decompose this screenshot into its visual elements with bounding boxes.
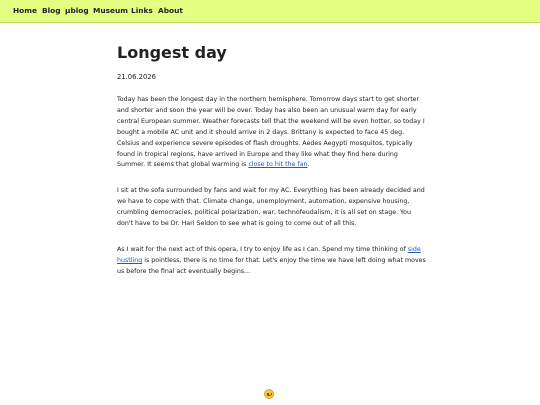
post-paragraph-1 — [117, 95, 427, 171]
close-to-hit-the-fan-link[interactable]: close to hit the fan — [248, 161, 308, 169]
nav-about-link[interactable]: About — [158, 6, 183, 15]
post-content — [117, 40, 427, 278]
post-paragraph-2 — [117, 186, 427, 230]
nav-blog-link[interactable]: Blog — [42, 6, 61, 15]
side-hustling-link[interactable]: side hustling — [117, 245, 421, 264]
smiley-icon — [264, 389, 274, 399]
post-date: 21.06.2026 — [117, 73, 156, 81]
paragraph-1-end: . — [307, 161, 310, 169]
nav-ublog-link[interactable]: µblog — [65, 6, 89, 15]
paragraph-3-text: As I wait for the next act of this opera, I try to enjoy life as I can. Spend my time thinking of — [117, 245, 408, 253]
paragraph-2-text: I sit at the sofa surrounded by fans and wait for my AC. Everything has been already decided and we have to cope with that. Climate change, unemployment, automation, expensive housing, crumbling democracies, political polarization, war, technofeudalism, it is all set on stage. You don't have to be Dr. Hari Seldon to see what is going to come out of all this. — [117, 187, 425, 228]
nav-museum-link[interactable]: Museum — [93, 6, 128, 15]
smiley-mouth — [267, 394, 271, 396]
paragraph-1-text: Today has been the longest day in the northern hemisphere. Tomorrow days start to get shorter and shorter and soon the year will be over. Today has also been an unusual warm day for early central European summer. Weather forecasts tell that the weekend will be even hotter, so today I bought a mobile AC unit and it should arrive in 2 days. Brittany is expected to face 45 deg. Celsius and experience severe episodes of flash droughts. Aedes Aegypti mosquitos, typically found in tropical regions, have arrived in Europe and they like what they find here during Summer. It seems that global warming is — [117, 96, 425, 169]
nav-home-link[interactable]: Home — [13, 6, 37, 15]
post-title: Longest day — [117, 43, 227, 62]
nav-links-link[interactable]: Links — [131, 6, 153, 15]
top-navbar — [0, 0, 540, 23]
paragraph-3-end: is pointless, there is no time for that. Let's enjoy the time we have left doing what moves us before the final act eventually begins... — [117, 256, 426, 275]
post-paragraph-3 — [117, 245, 427, 278]
